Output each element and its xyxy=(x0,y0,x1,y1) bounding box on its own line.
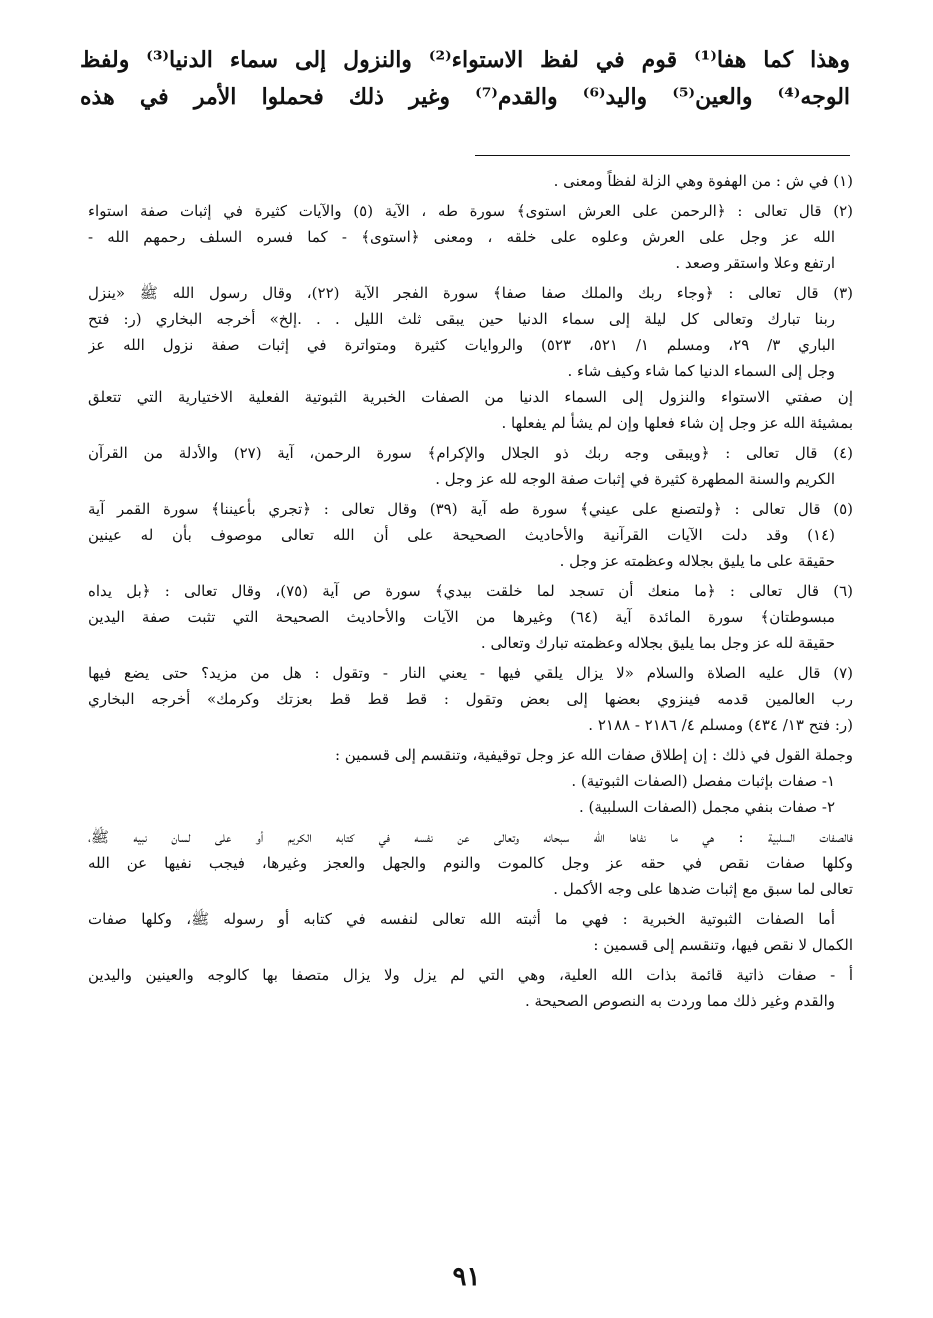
footnote-5 xyxy=(88,496,853,574)
footnote-line: (٦) قال تعالى : ﴿ما منعك أن تسجد لما خلقت بيدي﴾ سورة ص آية (٧٥)، وقال تعالى : ﴿بل يداه xyxy=(88,582,853,600)
positive-attributes xyxy=(88,906,853,958)
positive-line: الكمال لا نقص فيها، وتنقسم إلى قسمين : xyxy=(593,936,853,954)
main-text xyxy=(80,42,850,116)
footnotes xyxy=(88,168,853,1018)
footnote-line: ارتفع وعلا واستقر وصعد . xyxy=(675,254,835,272)
essential-line: والقدم وغير ذلك مما وردت به النصوص الصحيحة . xyxy=(524,992,835,1010)
footnote-7 xyxy=(88,660,853,738)
page-number: ٩١ xyxy=(452,1262,481,1292)
footnote-line: (٧) قال عليه الصلاة والسلام «لا يزال يلقي فيها - يعني النار - وتقول : هل من مزيد؟ حتى يضع فيها xyxy=(88,664,853,682)
footnote-line: الباري ٣/ ٢٩، ومسلم ١/ ٥٢١، ٥٢٣) والروايات كثيرة ومتواترة في إثبات صفة نزول الله عز xyxy=(88,336,835,354)
footnote-line: (٤) قال تعالى : ﴿ويبقى وجه ربك ذو الجلال والإكرام﴾ سورة الرحمن، آية (٢٧) والأدلة من القرآن xyxy=(88,444,853,462)
footnote-line: ربنا تبارك وتعالى كل ليلة إلى سماء الدنيا حين يبقى ثلث الليل . . .إلخ» أخرجه البخاري (ر: فتح xyxy=(88,310,835,328)
main-text-line: وهذا كما هفا⁽¹⁾ قوم في لفظ الاستواء⁽²⁾ والنزول إلى سماء الدنيا⁽³⁾ ولفظ xyxy=(80,47,850,73)
essential-attributes xyxy=(88,962,853,1014)
footnote-divider xyxy=(475,155,850,156)
footnote-line: وجل إلى السماء الدنيا كما شاء وكيف شاء . xyxy=(567,362,835,380)
negative-attributes xyxy=(88,824,853,902)
footnote-6 xyxy=(88,578,853,656)
footnote-line: (١٤) وقد دلت الآيات القرآنية والأحاديث الصحيحة على أن الله تعالى موصوف بأن له عينين xyxy=(88,526,835,544)
footnote-1 xyxy=(88,168,853,194)
summary-item: ٢- صفات بنفي مجمل (الصفات السلبية) . xyxy=(579,798,835,816)
main-text-line: الوجه⁽⁴⁾ والعين⁽⁵⁾ واليد⁽⁶⁾ والقدم⁽⁷⁾ وغير ذلك فحملوا الأمر في هذه xyxy=(80,84,850,110)
footnote-line: مبسوطتان﴾ سورة المائدة آية (٦٤) وغيرها من الآيات والأحاديث الصحيحة التي تثبت صفة اليدين xyxy=(88,608,835,626)
footnote-line: (ر: فتح ١٣/ ٤٣٤) ومسلم ٤/ ٢١٨٦ - ٢١٨٨ . xyxy=(588,716,853,734)
footnote-4 xyxy=(88,440,853,492)
summary-item: ١- صفات بإثبات مفصل (الصفات الثبوتية) . xyxy=(571,772,835,790)
footnote-line: (٣) قال تعالى : ﴿وجاء ربك والملك صفا صفا﴾ سورة الفجر الآية (٢٢)، وقال رسول الله ﷺ «ينزل xyxy=(88,284,853,302)
footnote-line: (٥) قال تعالى : ﴿ولتصنع على عيني﴾ سورة طه آية (٣٩) وقال تعالى : ﴿تجري بأعيننا﴾ سورة القمر آية xyxy=(88,500,853,518)
footnote-line: (١) في ش : من الهفوة وهي الزلة لفظاً ومعنى . xyxy=(553,172,853,190)
negative-line: تعالى لما سبق مع إثبات ضدها على وجه الأكمل . xyxy=(553,880,853,898)
footnote-line: بمشيئة الله عز وجل إن شاء فعلها وإن لم يشأ لم يفعلها . xyxy=(501,414,853,432)
footnote-line: حقيقة لله عز وجل بما يليق بجلاله وعظمته تبارك وتعالى . xyxy=(480,634,835,652)
positive-line: أما الصفات الثبوتية الخبرية : فهي ما أثبته الله تعالى لنفسه في كتابه أو رسوله ﷺ، وكلها صفات xyxy=(88,910,835,928)
footnote-line: الله عز وجل على العرش وعلوه على خلقه ، ومعنى ﴿استوى﴾ - كما فسره السلف رحمهم الله - xyxy=(88,228,835,246)
footnote-line: حقيقة على ما يليق بجلاله وعظمته عز وجل . xyxy=(559,552,835,570)
essential-line: أ - صفات ذاتية قائمة بذات الله العلية، وهي التي لم يزل ولا يزال متصفا بها كالوجه والعينين واليدين xyxy=(88,966,853,984)
footnote-line: رب العالمين قدمه فينزوي بعضها إلى بعض وتقول : قط قط قط بعزتك وكرمك» أخرجه البخاري xyxy=(88,690,853,708)
footnote-line: إن صفتي الاستواء والنزول إلى السماء الدنيا من الصفات الخبرية الثبوتية الفعلية الاختيارية التي تتعلق xyxy=(88,388,853,406)
negative-line: وكلها صفات نقص في حقه عز وجل كالموت والنوم والجهل والعجز وغيرها، فيجب نفيها عن الله xyxy=(88,854,853,872)
footnote-line: (٢) قال تعالى : ﴿الرحمن على العرش استوى﴾ سورة طه ، الآية (٥) والآيات كثيرة في إثبات صفة استواء xyxy=(88,202,853,220)
summary-section xyxy=(88,742,853,820)
footnote-line: الكريم والسنة المطهرة كثيرة في إثبات صفة الوجه لله عز وجل . xyxy=(435,470,835,488)
footnote-2 xyxy=(88,198,853,276)
footnote-3 xyxy=(88,280,853,436)
negative-line: فالصفات السلبية : هي ما نفاها الله سبحانه وتعالى عن نفسه في كتابه الكريم أو على لسان نبيه ﷺ، xyxy=(88,828,853,846)
summary-intro: وجملة القول في ذلك : إن إطلاق صفات الله عز وجل توقيفية، وتنقسم إلى قسمين : xyxy=(334,746,853,764)
